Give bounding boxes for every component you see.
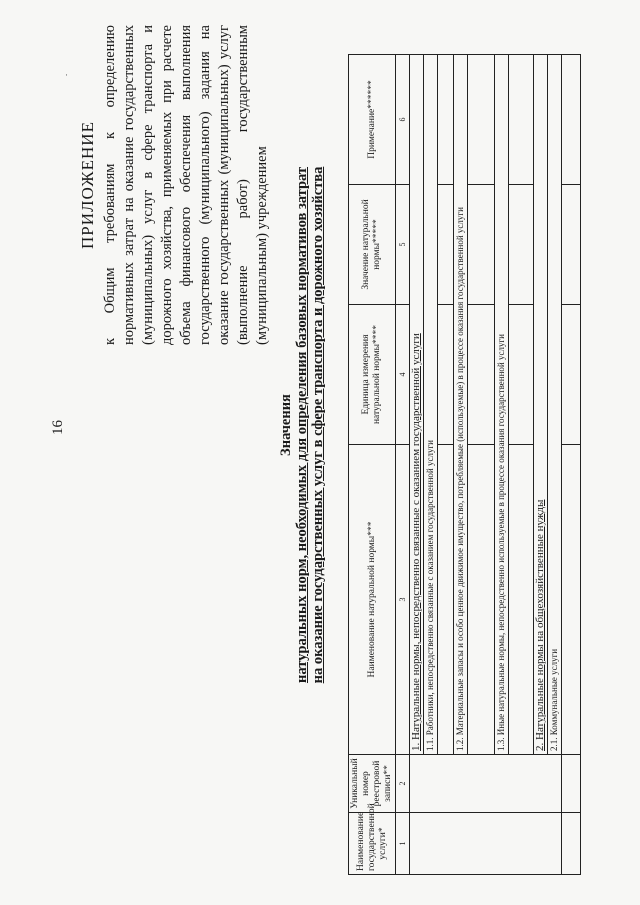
appendix-text: к Общим требованиям к определению нормативных затрат на оказание государственных (муниципальных) услуг в сфере транспорта и дорожного хозяйства, применяемых при расчете объема финансового обеспечения выполнения государственного (муниципального) задания на оказание государственных (муниципальных) услуг (выполнение работ) государственным (муниципальным) учреждением [102, 25, 270, 345]
subsection-row [424, 55, 438, 875]
section-row [410, 55, 424, 875]
column-header: Значение натуральной нормы***** [349, 185, 396, 305]
column-number: 5 [396, 185, 410, 305]
table-row [468, 55, 495, 875]
section-2-title: 2. Натуральные нормы на общехозяйственные нужды [534, 55, 548, 755]
section-row [534, 55, 548, 875]
subsection-row [548, 55, 562, 875]
table-row [509, 55, 534, 875]
service-name-cell [410, 813, 562, 875]
page-number: 16 [50, 420, 66, 435]
subsection-row [454, 55, 468, 875]
heading-line-2: натуральных норм, необходимых для определения базовых нормативов затрат [294, 166, 310, 684]
subsection-1-3: 1.3. Иные натуральные нормы, непосредственно используемые в процессе оказания государственной услуги [495, 55, 509, 755]
subsection-2-1: 2.1. Коммунальные услуги [548, 55, 562, 755]
column-number: 4 [396, 305, 410, 445]
column-number: 1 [396, 813, 410, 875]
margin-mark: · [65, 70, 68, 80]
column-header: Примечание****** [349, 55, 396, 185]
column-number: 6 [396, 55, 410, 185]
subsection-1-2: 1.2. Материальные запасы и особо ценное движимое имущество, потребляемые (используемые) в процессе оказания государственной услуги [454, 55, 468, 755]
heading-line-1: Значения [278, 394, 294, 456]
document-heading [278, 165, 326, 685]
subsection-row [495, 55, 509, 875]
appendix-title: ПРИЛОЖЕНИЕ [78, 121, 97, 249]
table-header-row [349, 55, 396, 875]
norms-table [348, 54, 581, 875]
column-header: Уникальный номер реестровой записи** [349, 755, 396, 813]
column-header: Единица измерения натуральной нормы**** [349, 305, 396, 445]
heading-line-3: на оказание государственных услуг в сфере транспорта и дорожного хозяйства [310, 166, 326, 684]
registry-number-cell [410, 755, 562, 813]
table-row [562, 55, 581, 875]
column-header: Наименование натуральной нормы*** [349, 445, 396, 755]
appendix-block [78, 25, 272, 345]
column-header: Наименование государственной услуги* [349, 813, 396, 875]
section-1-title: 1. Натуральные нормы, непосредственно связанные с оказанием государственной услуги [410, 55, 424, 755]
table-row [438, 55, 454, 875]
column-number: 2 [396, 755, 410, 813]
column-number: 3 [396, 445, 410, 755]
column-number-row [396, 55, 410, 875]
subsection-1-1: 1.1. Работники, непосредственно связанные с оказанием государственной услуги [424, 55, 438, 755]
